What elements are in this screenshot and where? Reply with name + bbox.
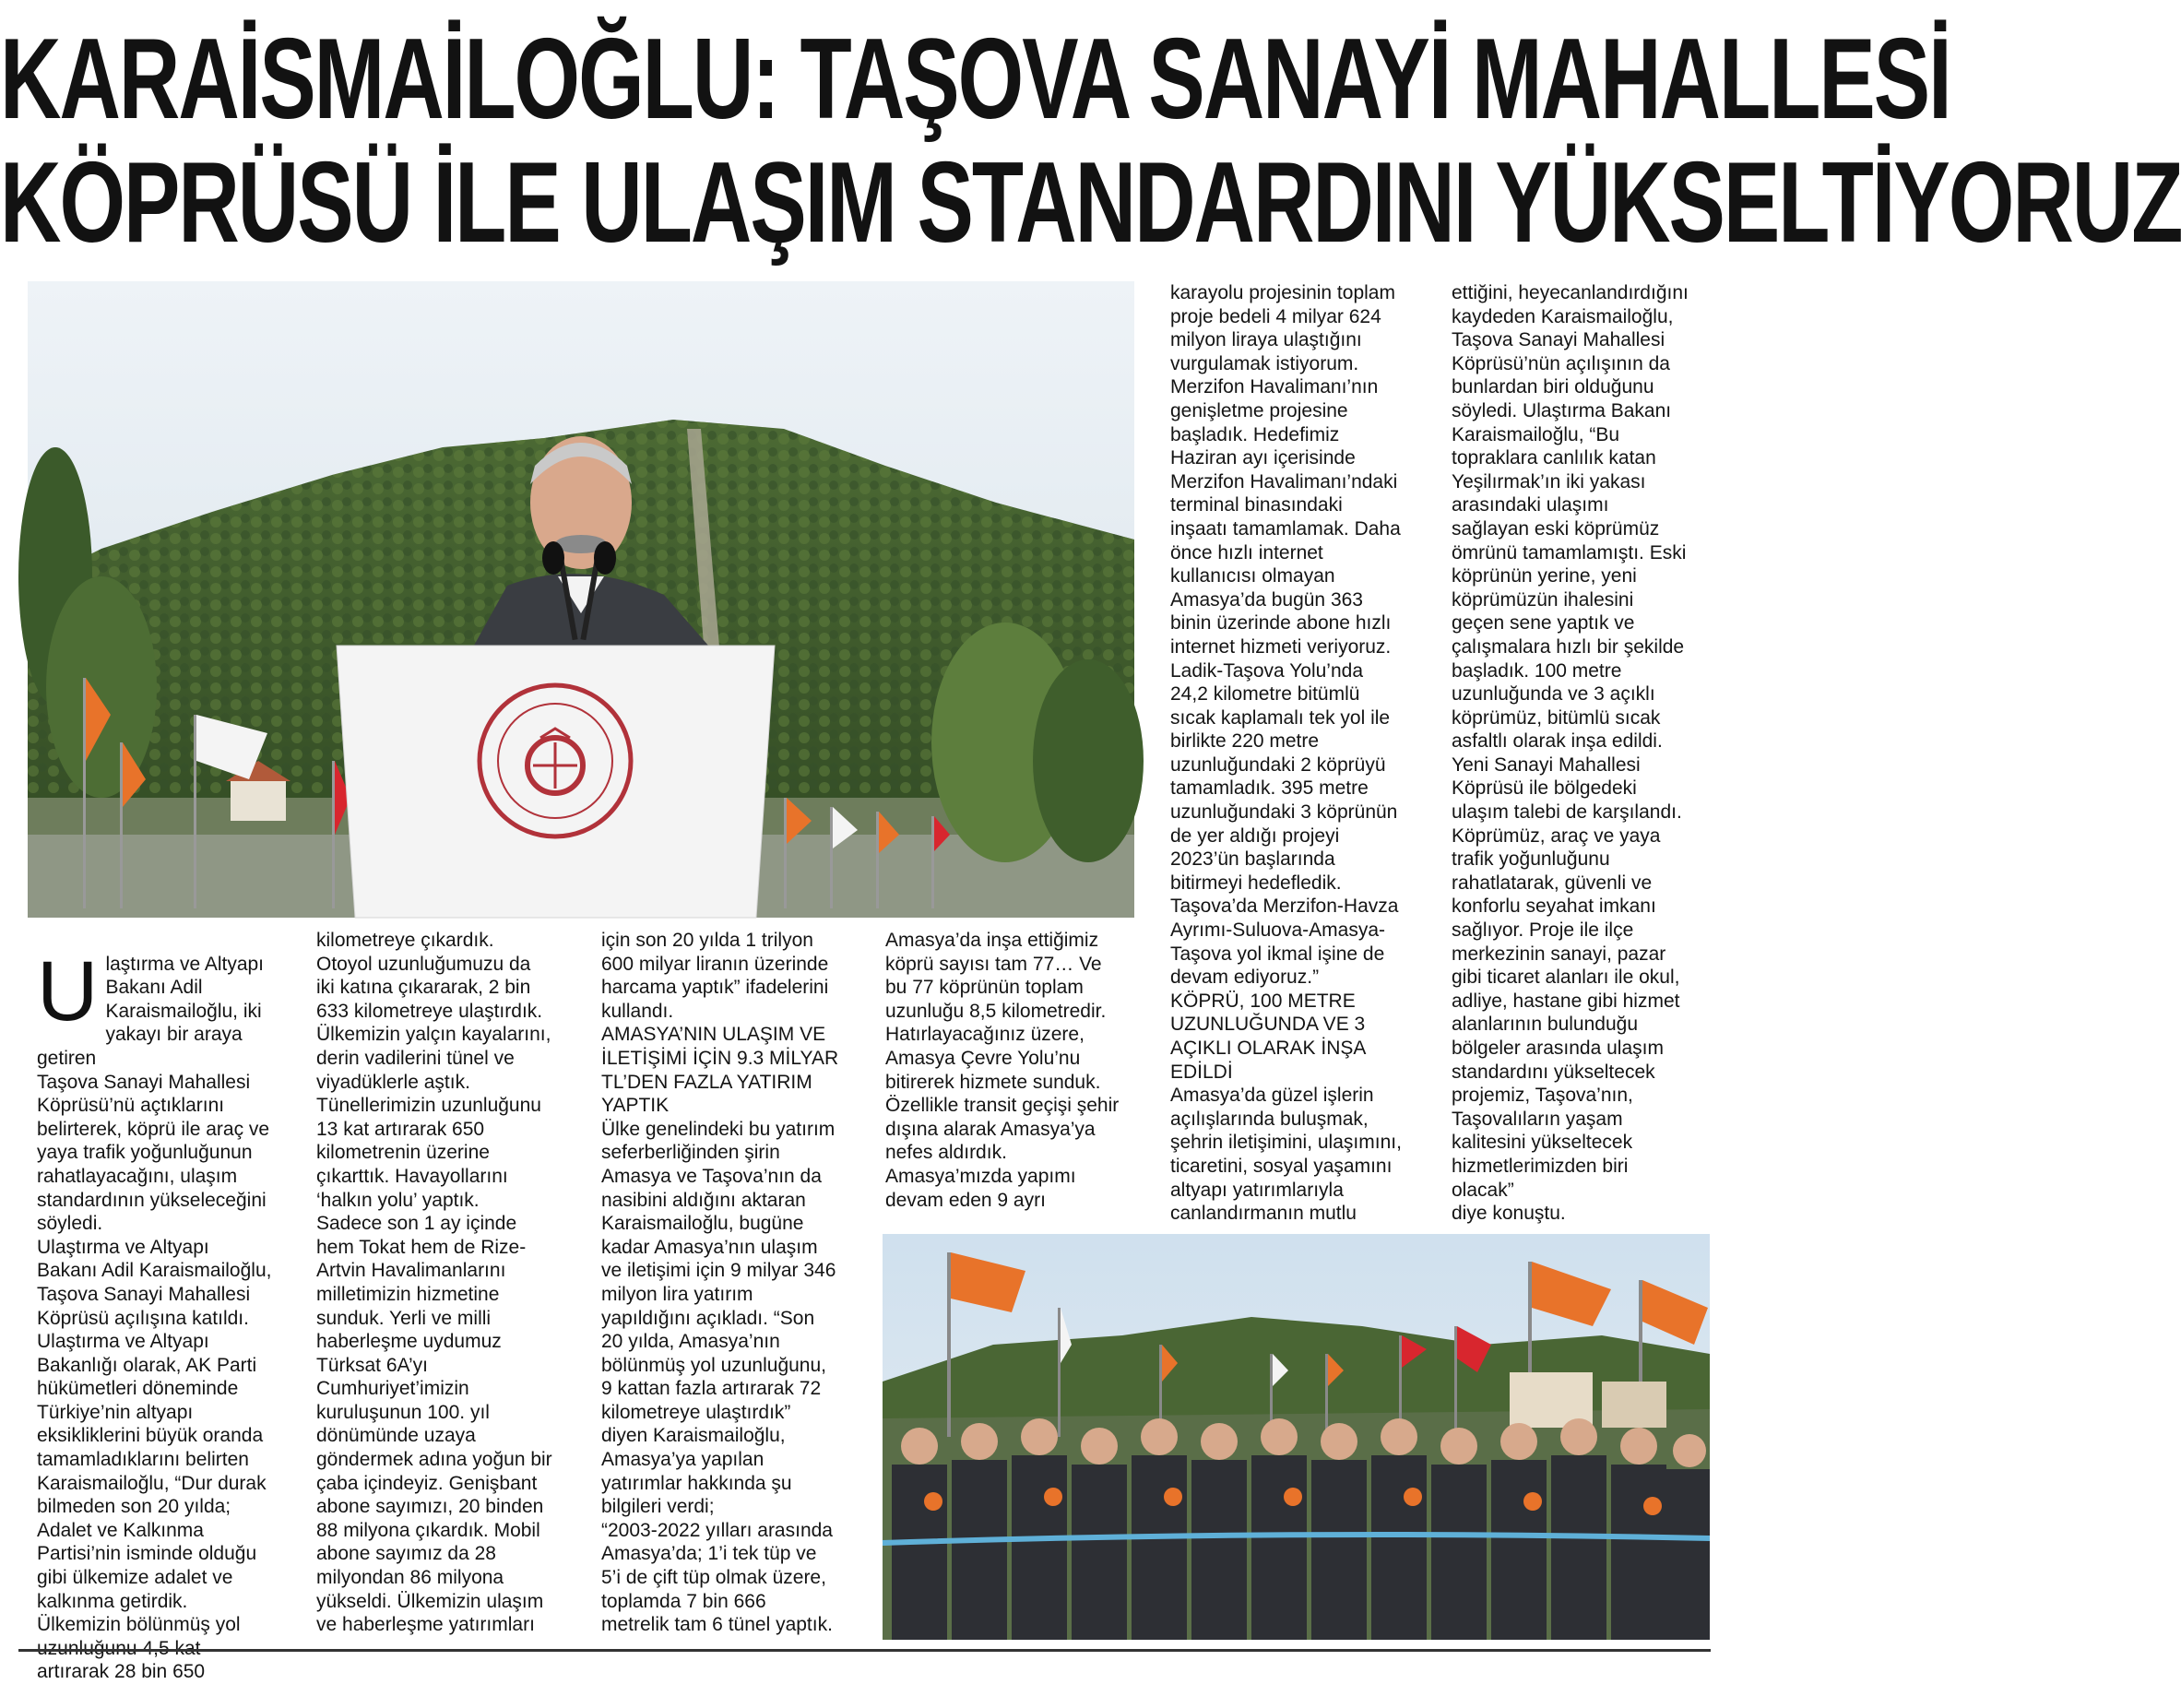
dropcap-letter: U bbox=[37, 943, 99, 1038]
article-column-2: kilometreye çıkardık. Otoyol uzunluğumuzu da iki katına çıkararak, 2 bin 633 kilometreye ulaştırdık. Ülkemizin yalçın kayalarını, derin vadilerini tünel ve viyadüklerle aştık. Tünellerimizin uzunluğunu 13 kat artırarak 650 kilometrenin üzerine çıkarttık. Havayollarını ‘halkın yolu’ yaptık. Sadece son 1 ay içinde hem Tokat hem de Rize- Artvin Havalimanlarını milletimizin hizmetine sunduk. Yerli ve milli haberleşme uydumuz Türksat 6A’yı Cumhuriyet’imizin kuruluşunun 100. yıl dönümünde uzaya göndermek adına yoğun bir çaba içindeyiz. Genişbant abone sayımızı, 20 binden 88 milyona çıkardık. Mobil abone sayımız da 28 milyondan 86 milyona yükseldi. Ülkemizin ulaşım ve haberleşme yatırımları bbox=[316, 930, 552, 1636]
article-paragraph-lead: laştırma ve Altyapı Bakanı Adil Karaismailoğlu, iki yakayı bir araya getiren Taşova Sanayi Mahallesi Köprüsü’nü açtıklarını belirterek, köprü ile araç ve yaya trafik yoğunluğunun rahatlayacağını, ulaşım standardının yükseleceğini söyledi. bbox=[37, 953, 270, 1235]
article-column-1 bbox=[37, 929, 304, 1683]
main-photo-minister-podium bbox=[28, 281, 1134, 918]
headline-line-1: KARAİSMAİLOĞLU: TAŞOVA SANAYİ MAHALLESİ bbox=[0, 16, 1950, 143]
article-paragraph-col1: Ulaştırma ve Altyapı Bakanı Adil Karaismailoğlu, Taşova Sanayi Mahallesi Köprüsü açılışına katıldı. Ulaştırma ve Altyapı Bakanlığı olarak, AK Parti hükümetleri döneminde Türkiye’nin altyapı eksikliklerini büyük oranda tamamladıklarını belirten Karaismailoğlu, “Dur durak bilmeden son 20 yılda; Adalet ve Kalkınma Partisi’nin isminde olduğu gibi ülkemize adalet ve kalkınma getirdik. Ülkemizin bölünmüş yol artırarak 28 bin 650 bbox=[37, 1236, 272, 1683]
headline-line-2: KÖPRÜSÜ İLE ULAŞIM STANDARDINI YÜKSELTİYORUZ bbox=[0, 139, 2181, 267]
article-column-5: karayolu projesinin toplam proje bedeli 4 milyar 624 milyon liraya ulaştığını vurgulamak istiyorum. Merzifon Havalimanı’nın genişletme projesine başladık. Hedefimiz Haziran ayı içerisinde Merzifon Havalimanı’ndaki terminal binasındaki inşaatı tamamlamak. Daha önce hızlı internet kullanıcısı olmayan Amasya’da bugün 363 binin üzerinde abone hızlı internet hizmeti veriyoruz. Ladik-Taşova Yolu’nda 24,2 kilometre bitümlü sıcak kaplamalı tek yol ile birlikte 220 metre uzunluğundaki 2 köprüyü tamamladık. 395 metre uzunluğundaki 3 köprünün de yer aldığı projeyi 2023’ün başlarında bitirmeyi hedefledik. Taşova’da Merzifon-Havza Ayrımı-Suluova-Amasya- Taşova yol ikmal işine de devam ediyoruz.” KÖPRÜ, 100 METRE UZUNLUĞUNDA VE 3 AÇIKLI OLARAK İNŞA EDİLDİ Amasya’da güzel işlerin açılışlarında buluşmak, şehrin iletişimini, ulaşımını, ticaretini, sosyal yaşamını altyapı yatırımlarıyla canlandırmanın mutlu bbox=[1170, 282, 1402, 1225]
article-column-3: için son 20 yılda 1 trilyon 600 milyar liranın üzerinde harcama yaptık” ifadelerini kullandı. AMASYA’NIN ULAŞIM VE İLETİŞİMİ İÇİN 9.3 MİLYAR TL’DEN FAZLA YATIRIM YAPTIK Ülke genelindeki bu yatırım seferberliğinden şirin Amasya ve Taşova’nın da nasibini aldığını aktaran Karaismailoğlu, bugüne kadar Amasya’nın ulaşım ve iletişimi için 9 milyar 346 milyon lira yatırım yapıldığını açıkladı. “Son 20 yılda, Amasya’nın bölünmüş yol uzunluğunu, 9 kattan fazla artırarak 72 kilometreye ulaştırdık” diyen Karaismailoğlu, Amasya’ya yapılan yatırımlar hakkında şu bilgileri verdi; “2003-2022 yılları arasında Amasya’da; 1’i tek tüp ve 5’i de çift tüp olmak üzere, toplamda 7 bin 666 metrelik tam 6 tünel yaptık. bbox=[601, 930, 839, 1636]
article-column-4: Amasya’da inşa ettiğimiz köprü sayısı tam 77… Ve bu 77 köprünün toplam uzunluğu 8,5 kilometredir. Hatırlayacağınız üzere, Amasya Çevre Yolu’nu bitirerek hizmete sunduk. Özellikle transit geçişi şehir dışına alarak Amasya’ya nefes aldırdık. Amasya’mızda yapımı devam eden 9 ayrı bbox=[885, 930, 1120, 1211]
page-bottom-rule bbox=[18, 1649, 1711, 1652]
article-column-6: ettiğini, heyecanlandırdığını kaydeden Karaismailoğlu, Taşova Sanayi Mahallesi Köprüsü’nün açılışının da bunlardan biri olduğunu söyledi. Ulaştırma Bakanı Karaismailoğlu, “Bu topraklara canlılık katan Yeşilırmak’ın iki yakası arasındaki ulaşımı sağlayan eski köprümüz ömrünü tamamlamıştı. Eski köprünün yerine, yeni köprümüzün ihalesini geçen sene yaptık ve çalışmalara hızlı bir şekilde başladık. 100 metre uzunluğunda ve 3 açıklı köprümüz, bitümlü sıcak asfaltlı olarak inşa edildi. Yeni Sanayi Mahallesi Köprüsü ile bölgedeki ulaşım talebi de karşılandı. Köprümüz, araç ve yaya trafik yoğunluğunu rahatlatarak, güvenli ve konforlu seyahat imkanı sağlıyor. Proje ile ilçe merkezinin sanayi, pazar gibi ticaret alanları ile okul, adliye, hastane gibi hizmet alanlarının bulunduğu bölgeler arasında ulaşım standardını yükseltecek projemiz, Taşova’nın, Taşovalıların yaşam kalitesini yükseltecek hizmetlerimizden biri olacak” diye konuştu. bbox=[1452, 282, 1689, 1225]
ribbon-cutting-photo bbox=[883, 1234, 1710, 1640]
